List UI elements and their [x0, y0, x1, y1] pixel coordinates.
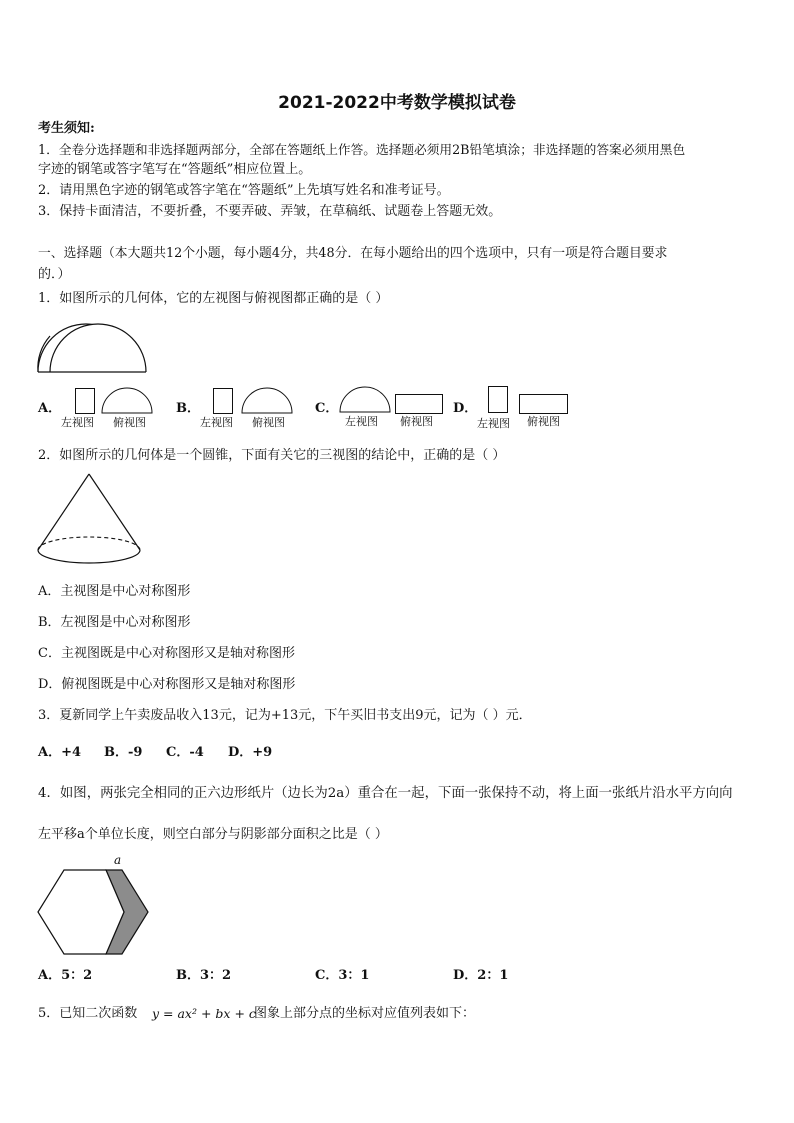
q2-cone-figure — [36, 472, 142, 566]
q4-figure-label-a: a — [114, 853, 122, 867]
q4-hexagon-figure — [38, 854, 152, 956]
q1-b-top-view — [241, 387, 293, 414]
q2-option-c: C．主视图既是中心对称图形又是轴对称图形 — [38, 646, 295, 661]
q1-d-left-view-label: 左视图 — [477, 417, 510, 430]
q1-option-a: A． — [38, 401, 62, 416]
q1-c-left-view-label: 左视图 — [345, 415, 378, 428]
section-heading-line-2: 的．） — [38, 267, 71, 282]
q2-stem: 2．如图所示的几何体是一个圆锥，下面有关它的三视图的结论中，正确的是（ ） — [38, 448, 506, 463]
q1-a-top-view — [101, 387, 153, 414]
q1-b-left-view — [213, 388, 233, 414]
q1-d-left-view — [488, 386, 508, 413]
q3-stem: 3．夏新同学上午卖废品收入13元，记为+13元，下午买旧书支出9元，记为（ ）元． — [38, 708, 532, 723]
q2-option-a: A．主视图是中心对称图形 — [38, 584, 191, 599]
q5-formula: y = ax² + bx + c — [152, 1006, 256, 1021]
notice-line-1b: 字迹的钢笔或答字笔写在“答题纸”相应位置上。 — [38, 162, 312, 177]
q1-solid-figure — [36, 312, 148, 374]
q1-b-left-view-label: 左视图 — [200, 416, 233, 429]
section-heading-line-1: 一、选择题（本大题共12个小题，每小题4分，共48分．在每小题给出的四个选项中，只有一项是符合题目要求 — [38, 246, 668, 261]
q1-b-top-view-label: 俯视图 — [252, 416, 285, 429]
q4-option-c: C．3：1 — [315, 968, 370, 983]
q4-option-b: B．3：2 — [176, 968, 232, 983]
q1-d-top-view-label: 俯视图 — [527, 415, 560, 428]
q3-option-b: B．-9 — [104, 745, 143, 760]
q1-c-left-view — [339, 386, 391, 413]
q1-option-c: C． — [315, 401, 339, 416]
notice-heading: 考生须知: — [38, 121, 95, 136]
q4-stem-line-1: 4．如图，两张完全相同的正六边形纸片（边长为2a）重合在一起，下面一张保持不动，将上面一张纸片沿水平方向向 — [38, 786, 733, 801]
q1-option-d: D． — [453, 401, 478, 416]
q3-option-c: C．-4 — [166, 745, 204, 760]
notice-line-3: 3．保持卡面清洁，不要折叠，不要弄破、弄皱，在草稿纸、试题卷上答题无效。 — [38, 204, 502, 219]
q1-a-left-view — [75, 388, 95, 414]
q4-option-d: D．2：1 — [453, 968, 509, 983]
q4-stem-line-2: 左平移a个单位长度，则空白部分与阴影部分面积之比是（ ） — [38, 827, 388, 842]
q4-option-a: A．5：2 — [38, 968, 93, 983]
q1-c-top-view-label: 俯视图 — [400, 415, 433, 428]
page-title: 2021-2022中考数学模拟试卷 — [278, 93, 516, 113]
q3-option-d: D．+9 — [228, 745, 273, 760]
q1-d-top-view — [519, 394, 568, 414]
q2-option-b: B．左视图是中心对称图形 — [38, 615, 191, 630]
q1-option-b: B． — [176, 401, 200, 416]
q5-stem-a: 5．已知二次函数 — [38, 1006, 138, 1021]
notice-line-2: 2．请用黑色字迹的钢笔或答字笔在“答题纸”上先填写姓名和准考证号。 — [38, 183, 450, 198]
q1-a-top-view-label: 俯视图 — [113, 416, 146, 429]
q3-option-a: A．+4 — [38, 745, 82, 760]
q1-stem: 1．如图所示的几何体，它的左视图与俯视图都正确的是（ ） — [38, 291, 389, 306]
q1-a-left-view-label: 左视图 — [61, 416, 94, 429]
q2-option-d: D．俯视图既是中心对称图形又是轴对称图形 — [38, 677, 296, 692]
q5-stem-b: 图象上部分点的坐标对应值列表如下： — [254, 1006, 476, 1021]
notice-line-1a: 1．全卷分选择题和非选择题两部分，全部在答题纸上作答。选择题必须用2B铅笔填涂；非选择题的答案必须用黑色 — [38, 142, 686, 157]
q1-c-top-view — [395, 394, 443, 414]
